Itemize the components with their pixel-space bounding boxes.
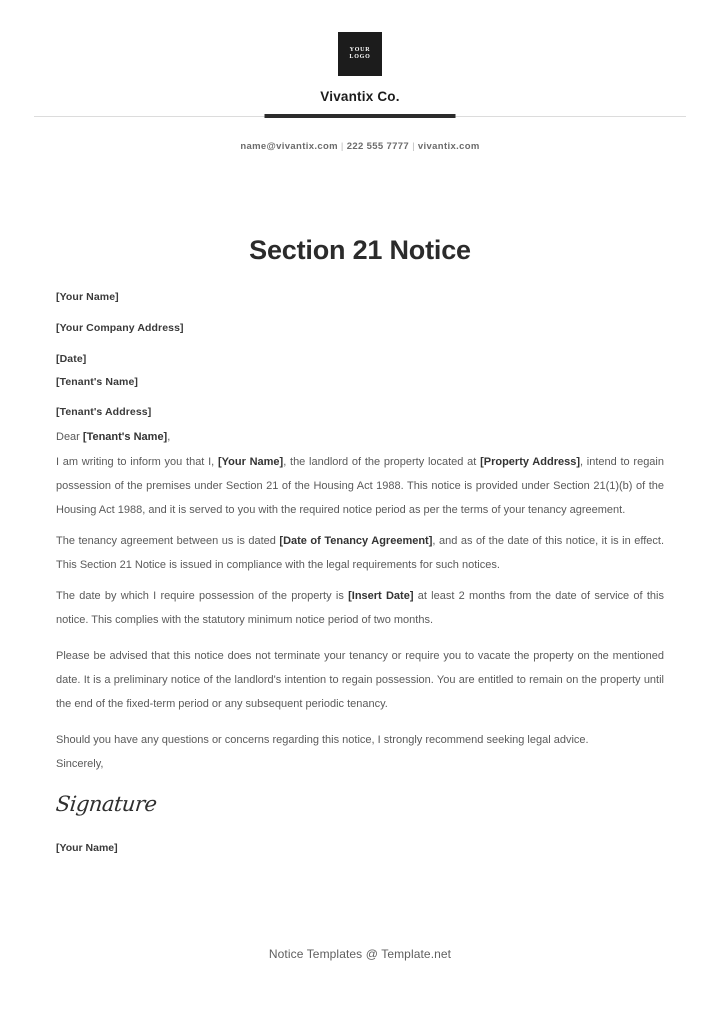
- field-your-name: [Your Name]: [56, 291, 119, 303]
- contact-separator-2: |: [412, 141, 415, 152]
- p2-text-1: The tenancy agreement between us is dated: [56, 535, 280, 547]
- header-divider-accent-bar: [265, 114, 456, 118]
- logo-text-line1: YOUR: [349, 47, 371, 53]
- logo-text-line2: LOGO: [349, 54, 371, 60]
- field-date: [Date]: [56, 353, 87, 365]
- header-divider: [0, 113, 720, 119]
- p2-text-2: , and as of the date of this notice, it is in effect. This Section 21 Notice is issued in compliance with the legal requirements for such notices.: [56, 535, 665, 571]
- paragraph-5: Should you have any questions or concerns regarding this notice, I strongly recommend seeking legal advice.: [56, 734, 589, 746]
- p3-text-2: at least 2 months from the date of service of this notice. This complies with the statutory minimum notice period of two months.: [56, 590, 664, 626]
- field-your-company-address: [Your Company Address]: [56, 322, 184, 334]
- paragraph-4: Please be advised that this notice does not terminate your tenancy or require you to vacate the property on the mentioned date. It is a preliminary notice of the landlord's intention to regain possession. You are entitled to remain on the property until the end of the fixed-term period or any subsequent periodic tenancy.: [56, 650, 664, 710]
- p2-placeholder-tenancy-date: [Date of Tenancy Agreement]: [279, 535, 433, 547]
- letter-body: [0, 291, 720, 854]
- field-tenant-name: [Tenant's Name]: [56, 376, 138, 388]
- closing-your-name: [Your Name]: [56, 842, 118, 854]
- contact-separator-1: |: [340, 141, 344, 152]
- page-footer: Notice Templates @ Template.net: [268, 947, 452, 961]
- contact-phone: 222 555 7777: [346, 141, 410, 152]
- p1-placeholder-your-name: [Your Name]: [217, 456, 284, 468]
- salutation-suffix: ,: [167, 431, 171, 443]
- p1-text-1: I am writing to inform you that I,: [56, 456, 218, 468]
- closing-salutation: Sincerely,: [56, 758, 104, 770]
- document-title: Section 21 Notice: [249, 235, 471, 265]
- salutation-tenant-name: [Tenant's Name]: [82, 431, 168, 443]
- p1-text-2: , the landlord of the property located at: [283, 456, 481, 468]
- p1-text-3: , intend to regain possession of the premises under Section 21 of the Housing Act 1988. This notice is provided under Section 21(1)(b) of the Housing Act 1988, and it is served to you with the required notice period as per the terms of your tenancy agreement.: [56, 456, 664, 516]
- paragraph-1: [56, 450, 664, 522]
- p1-placeholder-property-address: [Property Address]: [480, 456, 580, 468]
- contact-website: vivantix.com: [417, 141, 480, 152]
- paragraph-2: [56, 529, 664, 577]
- p3-placeholder-insert-date: [Insert Date]: [348, 590, 414, 602]
- field-tenant-address: [Tenant's Address]: [56, 406, 152, 418]
- p3-text-1: The date by which I require possession of the property is: [56, 590, 349, 602]
- salutation-prefix: Dear: [56, 431, 83, 443]
- signature-mark: Signature: [54, 792, 158, 816]
- paragraph-3: [56, 584, 664, 632]
- company-name: Vivantix Co.: [320, 89, 400, 104]
- contact-email: name@vivantix.com: [240, 141, 338, 152]
- company-logo-icon: [338, 32, 382, 76]
- letterhead: [0, 0, 720, 104]
- contact-line: [0, 141, 720, 152]
- salutation: [56, 431, 664, 443]
